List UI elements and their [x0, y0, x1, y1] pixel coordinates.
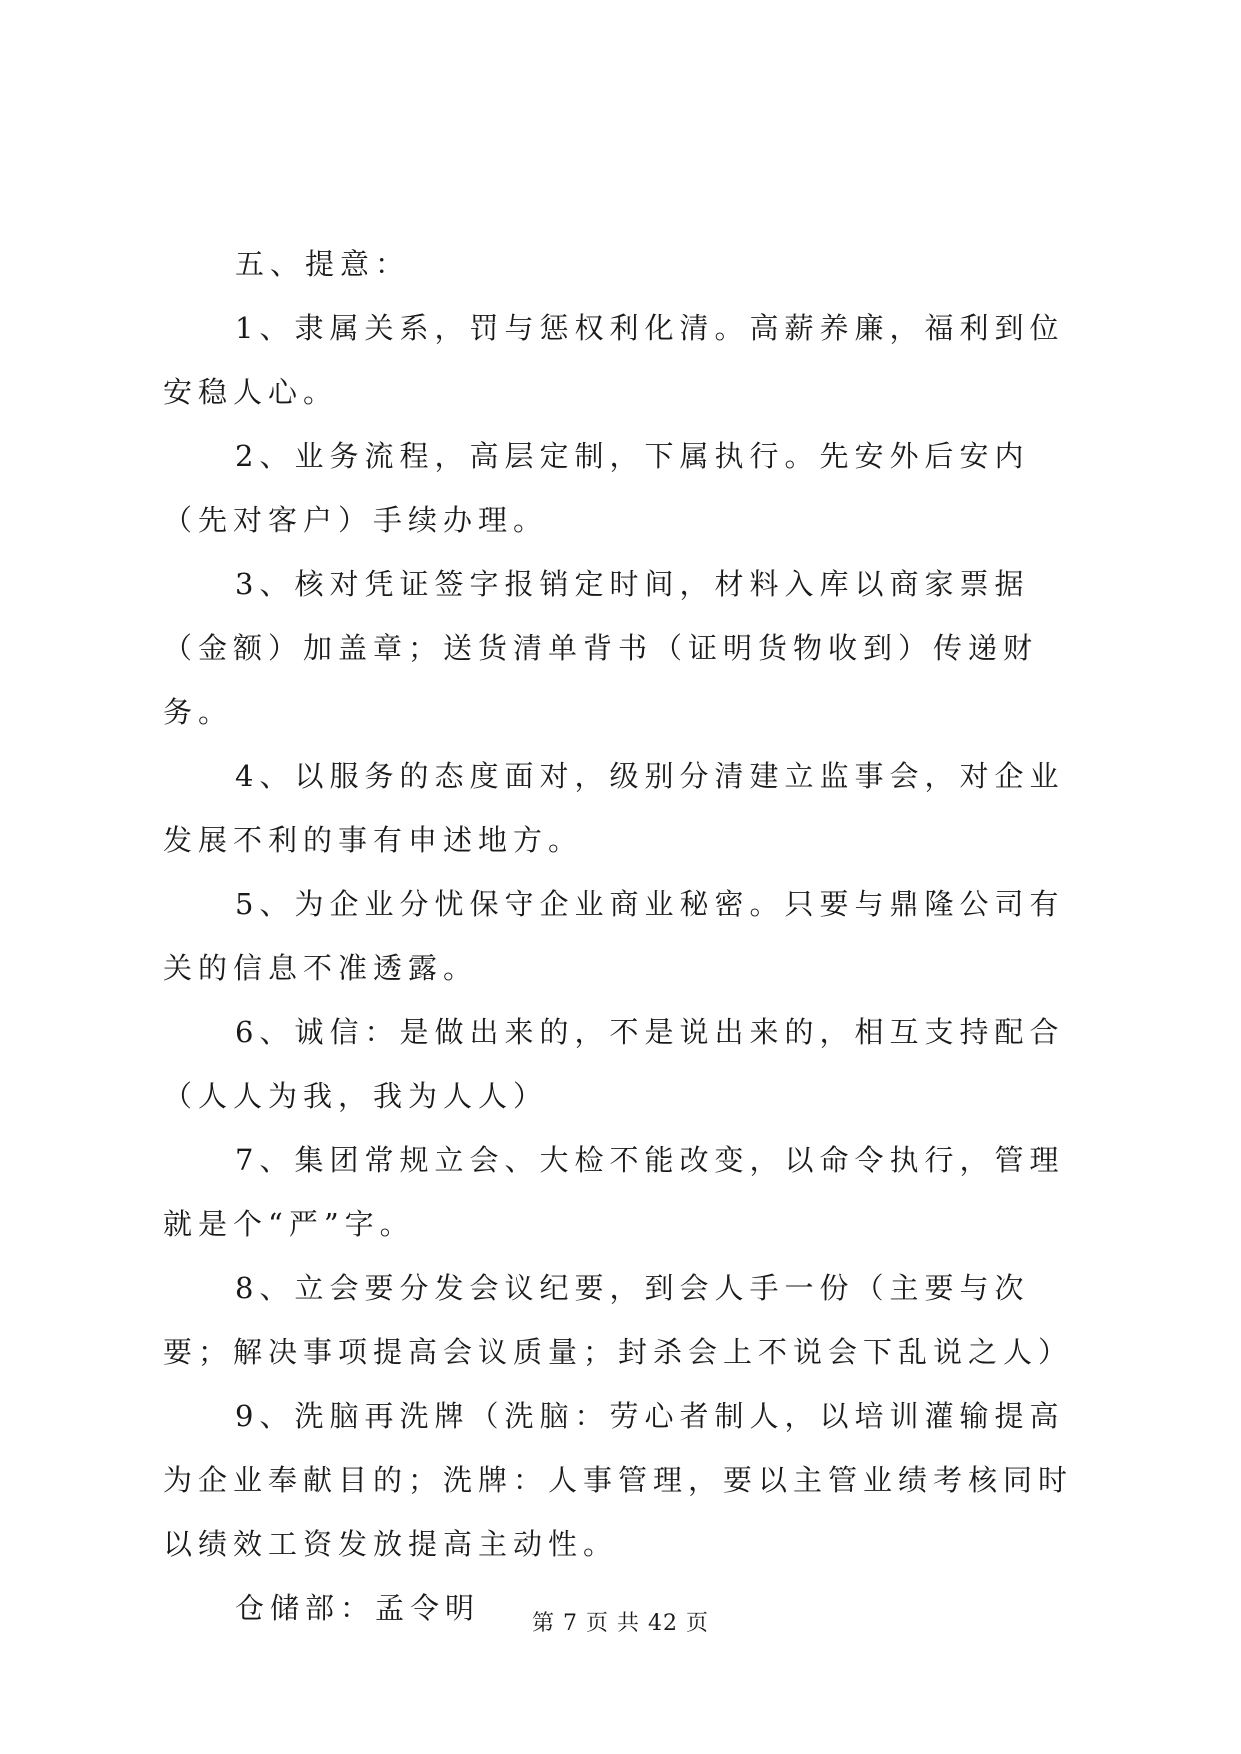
list-item-9: 9、洗脑再洗牌（洗脑：劳心者制人，以培训灌输提高为企业奉献目的；洗牌：人事管理，要以主管业绩考核同时以绩效工资发放提高主动性。 — [163, 1399, 1074, 1561]
list-item-6: 6、诚信：是做出来的，不是说出来的，相互支持配合（人人为我，我为人人） — [163, 1015, 1065, 1113]
section-heading: 五、提意： — [235, 247, 411, 281]
list-item-2: 2、业务流程，高层定制，下属执行。先安外后安内（先对客户）手续办理。 — [163, 439, 1030, 537]
list-item-7: 7、集团常规立会、大检不能改变，以命令执行，管理就是个“严”字。 — [163, 1143, 1065, 1241]
list-item-5: 5、为企业分忧保守企业商业秘密。只要与鼎隆公司有关的信息不准透露。 — [163, 887, 1065, 985]
list-item-8: 8、立会要分发会议纪要，到会人手一份（主要与次要；解决事项提高会议质量；封杀会上不说会下乱说之人） — [163, 1271, 1074, 1369]
list-item-1: 1、隶属关系，罚与惩权利化清。高薪养廉，福利到位安稳人心。 — [163, 311, 1065, 409]
signature-line: 仓储部：孟令明 — [235, 1591, 481, 1625]
list-item-3: 3、核对凭证签字报销定时间，材料入库以商家票据（金额）加盖章；送货清单背书（证明货物收到）传递财务。 — [163, 567, 1039, 729]
page-footer: 第 7 页 共 42 页 — [532, 1611, 709, 1636]
document-body — [163, 232, 1073, 1640]
list-item-4: 4、以服务的态度面对，级别分清建立监事会，对企业发展不利的事有申述地方。 — [163, 759, 1065, 857]
